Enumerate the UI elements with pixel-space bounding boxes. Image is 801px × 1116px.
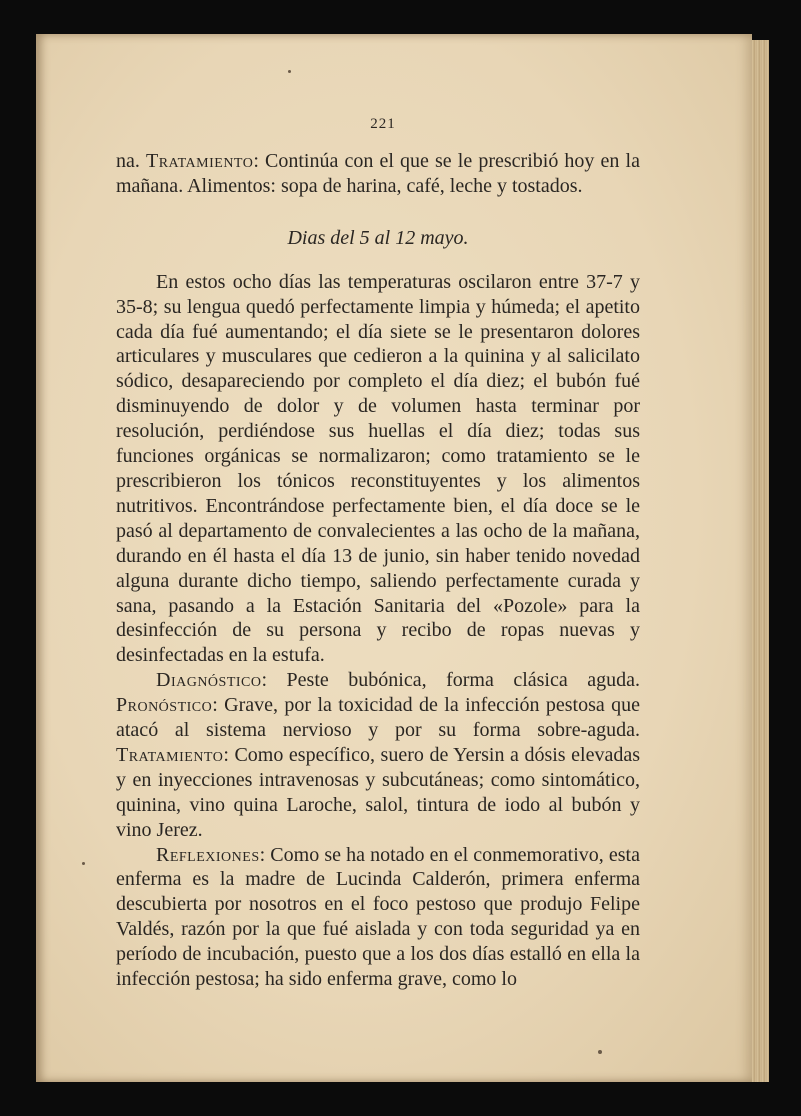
paper-speck <box>288 70 291 73</box>
paragraph-reflections <box>116 843 640 992</box>
reflections-text: : Como se ha notado en el conmemorativo, esta enferma es la madre de Lucinda Calderón, primera enferma descubierta por nosotros en el foco pestoso que produjo Felipe Valdés, razón por la que fué aislada y con toda seguridad ya en período de incubación, puesto que a los dos días estalló en ella la infección pestosa; ha sido enferma grave, como lo <box>116 843 640 991</box>
paper-speck <box>598 1050 602 1054</box>
section-label-pronostico: Pronóstico <box>116 694 213 717</box>
treatment-details-text: : Como específico, suero de Yersin a dósis elevadas y en inyecciones intravenosas y subcutáneas; como sintomático, quinina, vino quina Laroche, salol, tintura de iodo al bubón y vino Jerez. <box>116 743 640 841</box>
treatment-text: : Continúa con el que se le prescribió hoy en la mañana. Alimentos: sopa de harina, café, leche y tostados. <box>116 150 640 197</box>
paper-speck <box>82 862 85 865</box>
paragraph-diagnosis <box>116 668 640 842</box>
section-label-tratamiento: Tratamiento <box>146 150 254 172</box>
book-page <box>36 34 752 1082</box>
section-heading: Dias del 5 al 12 mayo. <box>287 226 469 249</box>
diagnosis-text: : Peste bubónica, forma clásica aguda. <box>261 669 640 692</box>
paragraph-evolution: En estos ocho días las temperaturas oscilaron entre 37-7 y 35-8; su lengua quedó perfectamente limpia y húmeda; el apetito cada día fué aumentando; el día siete se le presentaron dolores articulares y musculares que cedieron a la quinina y al salicilato sódico, desapareciendo por completo el día diez; el bubón fué disminuyendo de dolor y de volumen hasta terminar por resolución, perdiéndose sus huellas el día diez; todas sus funciones orgánicas se normalizaron; como tratamiento se le prescribieron los tónicos reconstituyentes y los alimentos nutritivos. Encontrándose perfectamente bien, el día doce se le pasó al departamento de convalecientes a las ocho de la mañana, durando en él hasta el día 13 de junio, sin haber tenido novedad alguna durante dicho tiempo, saliendo perfectamente curada y sana, pasando a la Estación Sanitaria del «Pozole» para la desinfección de su persona y recibo de ropas nuevas y desinfectadas en la estufa. <box>116 270 640 667</box>
section-label-reflexiones: Reflexiones <box>156 843 260 866</box>
section-label-diagnostico: Diagnóstico <box>156 669 262 692</box>
prognosis-text: : Grave, por la toxicidad de la infección pestosa que atacó al sistema nervioso y por su forma sobre-aguda. <box>116 694 640 742</box>
continuation-fragment: na. <box>116 150 146 172</box>
paragraph-treatment-continuation <box>116 149 640 199</box>
page-number: 221 <box>370 116 396 132</box>
page-body <box>116 149 640 992</box>
section-label-tratamiento-2: Tratamiento <box>116 743 224 766</box>
